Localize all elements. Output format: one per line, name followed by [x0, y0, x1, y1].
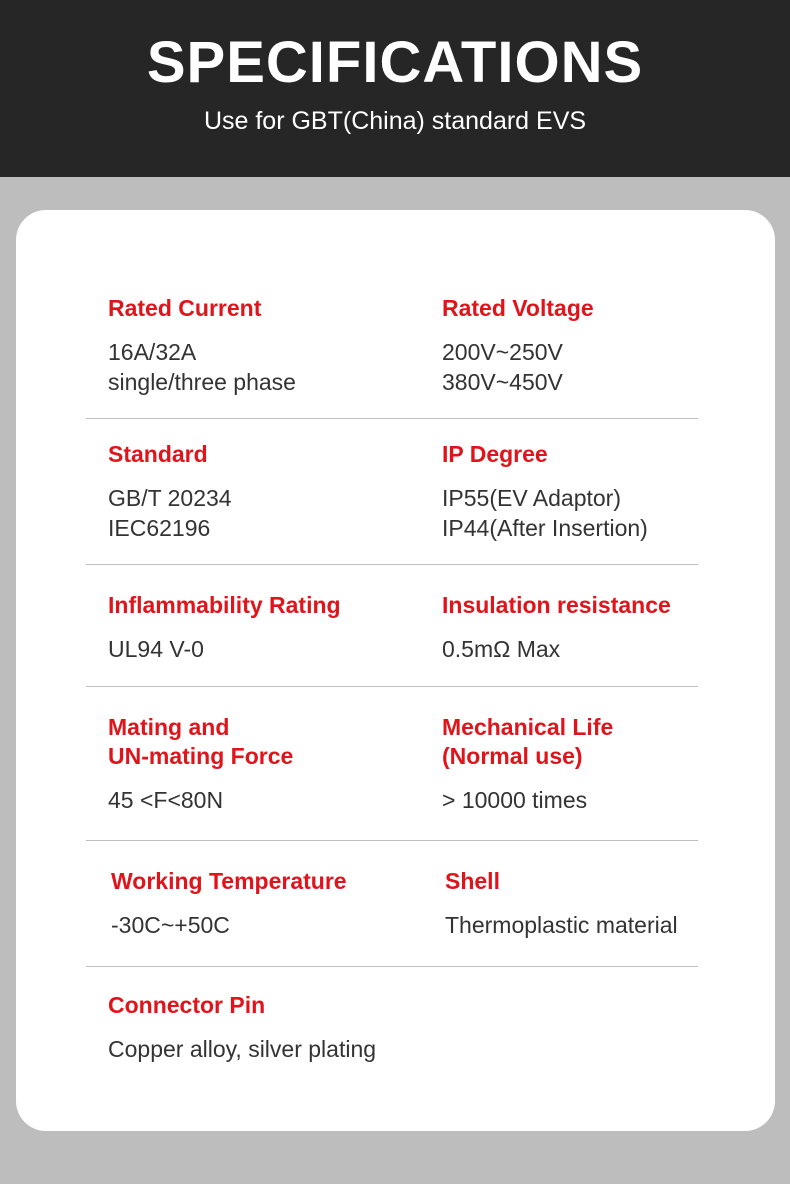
spec-ip-degree	[442, 440, 712, 543]
spec-label: Insulation resistance	[442, 592, 671, 618]
spec-value: 200V~250V 380V~450V	[442, 339, 563, 395]
spec-value: Copper alloy, silver plating	[108, 1036, 377, 1062]
spec-label: Shell	[445, 868, 500, 894]
spec-label: Rated Current	[108, 295, 262, 321]
spec-value: -30C~+50C	[111, 912, 230, 938]
spec-value: 16A/32A single/three phase	[108, 339, 296, 395]
spec-value: GB/T 20234 IEC62196	[108, 485, 232, 541]
spec-value: IP55(EV Adaptor) IP44(After Insertion)	[442, 485, 648, 541]
row-divider	[86, 418, 698, 419]
row-divider	[86, 966, 698, 967]
spec-connector-pin	[108, 991, 508, 1064]
specs-card	[16, 210, 775, 1131]
spec-label: Standard	[108, 441, 208, 467]
spec-rated-current	[108, 294, 428, 397]
spec-value: 45 <F<80N	[108, 787, 224, 813]
spec-label: IP Degree	[442, 441, 548, 467]
spec-working-temperature	[111, 867, 431, 940]
spec-label: Working Temperature	[111, 868, 347, 894]
spec-label: Rated Voltage	[442, 295, 594, 321]
spec-rated-voltage	[442, 294, 712, 397]
page-title: SPECIFICATIONS	[146, 30, 644, 95]
spec-value: Thermoplastic material	[445, 912, 678, 938]
row-divider	[86, 686, 698, 687]
spec-label: Inflammability Rating	[108, 592, 341, 618]
spec-insulation-resistance	[442, 591, 712, 664]
spec-label: Mating and UN-mating Force	[108, 714, 294, 769]
spec-mating-force	[108, 713, 428, 815]
spec-label: Mechanical Life (Normal use)	[442, 714, 614, 769]
spec-inflammability-rating	[108, 591, 428, 664]
spec-value: UL94 V-0	[108, 636, 204, 662]
row-divider	[86, 840, 698, 841]
spec-value: > 10000 times	[442, 787, 588, 813]
spec-value: 0.5mΩ Max	[442, 636, 561, 662]
spec-standard	[108, 440, 428, 543]
spec-mechanical-life	[442, 713, 712, 815]
row-divider	[86, 564, 698, 565]
header-banner	[0, 0, 790, 177]
spec-label: Connector Pin	[108, 992, 266, 1018]
spec-shell	[445, 867, 715, 940]
page-subtitle: Use for GBT(China) standard EVS	[203, 107, 587, 135]
